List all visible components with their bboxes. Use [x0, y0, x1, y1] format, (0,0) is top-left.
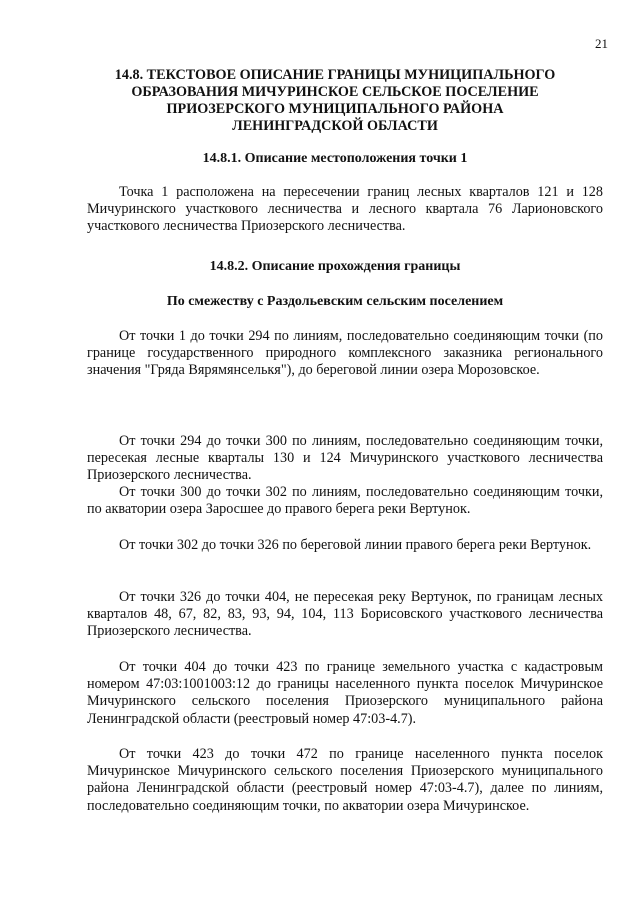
- boundary-paragraph-3: От точки 300 до точки 302 по линиям, последовательно соединяющим точки, по акватории озера Заросшее до правого берега реки Вертунок.: [87, 484, 603, 518]
- boundary-paragraph-6: От точки 404 до точки 423 по границе земельного участка с кадастровым номером 47:03:1001003:12 до границы населенного пункта поселок Мичуринское Мичуринского сельского поселения Приозерского муниципального района Ленинградской области (реестровый номер 47:03-4.7).: [87, 659, 603, 727]
- boundary-paragraph-4: От точки 302 до точки 326 по береговой линии правого берега реки Вертунок.: [119, 537, 592, 553]
- section-heading-1: 14.8.1. Описание местоположения точки 1: [202, 151, 468, 166]
- page-number: 21: [595, 36, 608, 51]
- title-line-2: ОБРАЗОВАНИЯ МИЧУРИНСКОЕ СЕЛЬСКОЕ ПОСЕЛЕНИЕ: [131, 84, 539, 100]
- boundary-paragraph-7: От точки 423 до точки 472 по границе населенного пункта поселок Мичуринское Мичуринского сельского поселения Приозерского муниципального района Ленинградской области (реестровый номер 47:03-4.7), далее по линиям, последовательно соединяющим точки, по акватории озера Мичуринское.: [87, 746, 603, 814]
- boundary-paragraph-5: От точки 326 до точки 404, не пересекая реку Вертунок, по границам лесных кварталов 48, 67, 82, 83, 93, 94, 104, 113 Борисовского участкового лесничества Приозерского лесничества.: [87, 589, 603, 640]
- section-subheading: По смежеству с Раздольевским сельским поселением: [166, 294, 504, 309]
- section-heading-2: 14.8.2. Описание прохождения границы: [209, 259, 461, 274]
- title-line-4: ЛЕНИНГРАДСКОЙ ОБЛАСТИ: [232, 118, 438, 134]
- title-line-3: ПРИОЗЕРСКОГО МУНИЦИПАЛЬНОГО РАЙОНА: [166, 101, 504, 117]
- boundary-paragraph-2: От точки 294 до точки 300 по линиям, последовательно соединяющим точки, пересекая лесные кварталы 130 и 124 Мичуринского участкового лесничества Приозерского лесничества.: [87, 433, 603, 484]
- point-1-description: Точка 1 расположена на пересечении границ лесных кварталов 121 и 128 Мичуринского участкового лесничества и лесного квартала 76 Ларионовского участкового лесничества Приозерского лесничества.: [87, 184, 603, 235]
- title-line-1: 14.8. ТЕКСТОВОЕ ОПИСАНИЕ ГРАНИЦЫ МУНИЦИПАЛЬНОГО: [114, 67, 556, 83]
- boundary-paragraph-1: От точки 1 до точки 294 по линиям, последовательно соединяющим точки (по границе государственного природного комплексного заказника регионального значения "Гряда Вярямянселькя"), до береговой линии озера Морозовское.: [87, 328, 603, 379]
- document-title: [70, 67, 600, 135]
